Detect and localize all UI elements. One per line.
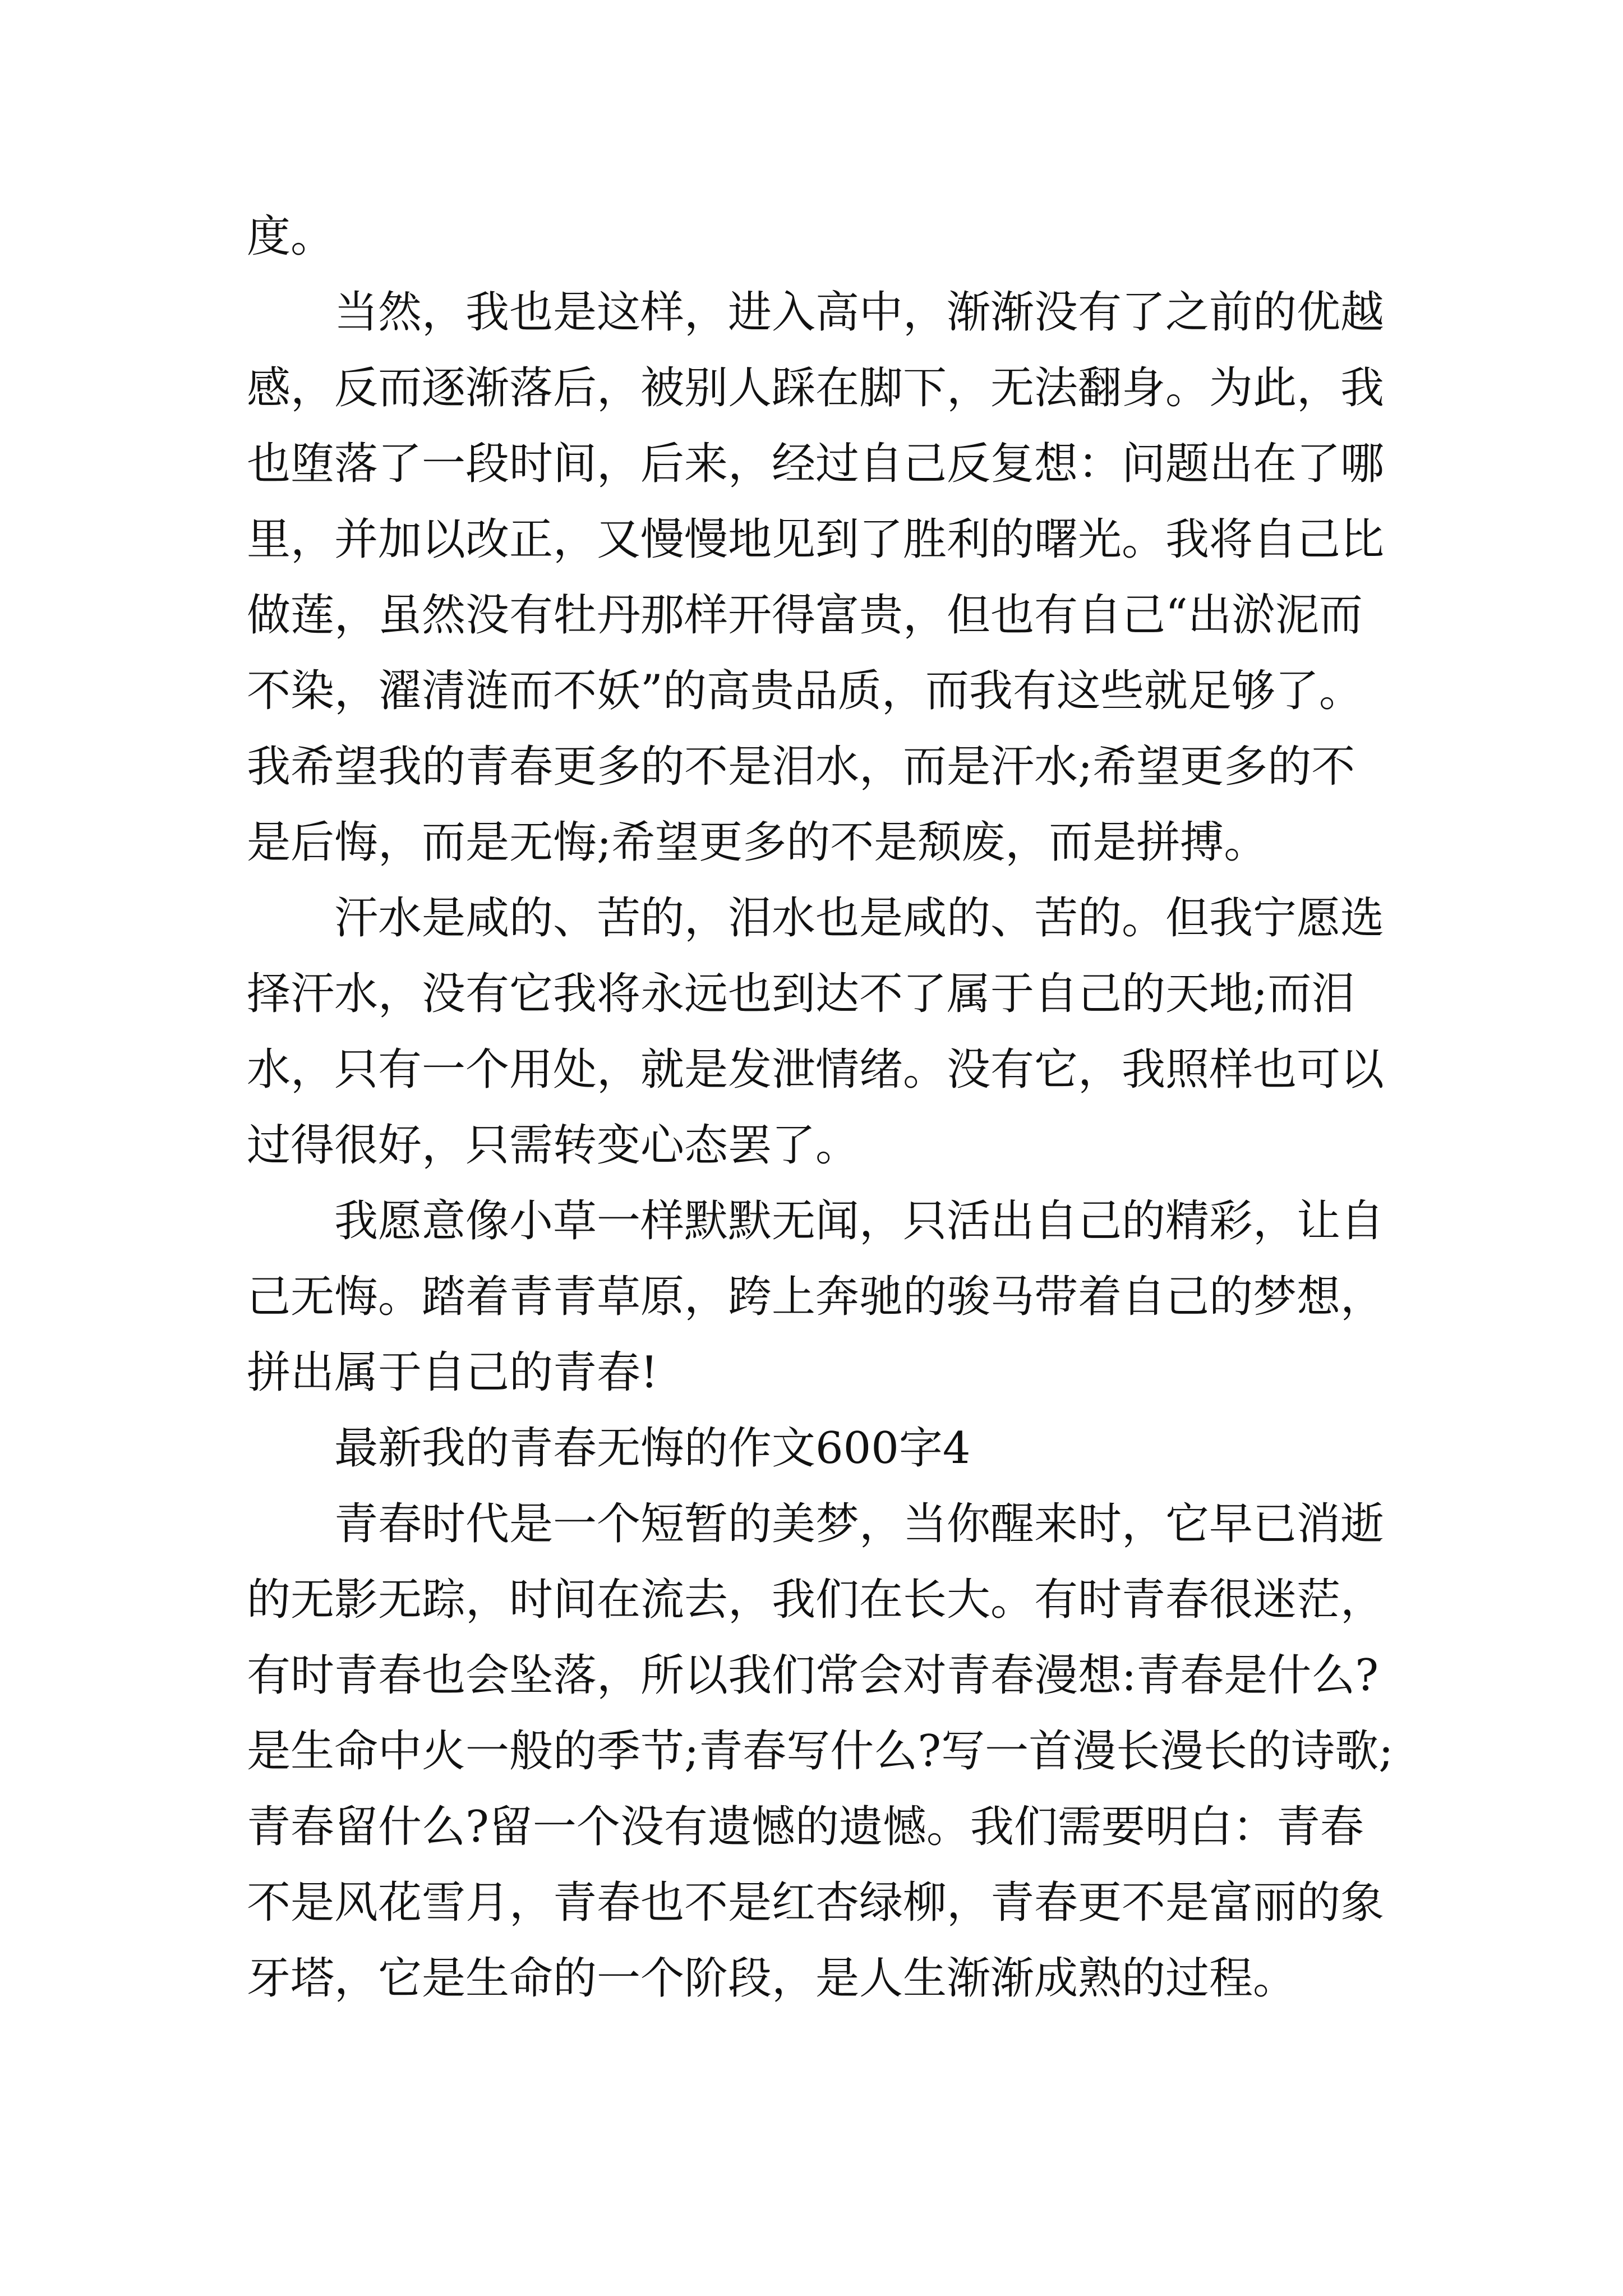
text-line-20: 有时青春也会坠落，所以我们常会对青春漫想:青春是什么? (247, 1650, 1379, 1701)
text-line-16: 拼出属于自己的青春! (247, 1347, 658, 1398)
essay-body (247, 199, 1394, 2017)
text-line-21: 是生命中火一般的季节;青春写什么?写一首漫长漫长的诗歌; (247, 1726, 1394, 1777)
paragraph-start-line: 当然，我也是这样，进入高中，渐渐没有了之前的优越 (334, 287, 1385, 338)
text-line-15: 己无悔。踏着青青草原，跨上奔驰的骏马带着自己的梦想， (247, 1272, 1385, 1322)
text-line-8: 我希望我的青春更多的不是泪水，而是汗水;希望更多的不 (247, 742, 1355, 792)
paragraph-start-line: 汗水是咸的、苦的，泪水也是咸的、苦的。但我宁愿选 (334, 893, 1385, 944)
section-heading: 最新我的青春无悔的作文600字4 (334, 1423, 971, 1474)
text-line-6: 做莲，虽然没有牡丹那样开得富贵，但也有自己“出淤泥而 (247, 590, 1363, 641)
text-line-23: 不是风花雪月，青春也不是红杏绿柳，青春更不是富丽的象 (247, 1878, 1385, 1928)
text-line-13: 过得很好，只需转变心态罢了。 (247, 1120, 860, 1171)
text-line-1: 度。 (247, 211, 335, 262)
text-line-24: 牙塔，它是生命的一个阶段，是人生渐渐成熟的过程。 (247, 1953, 1297, 2004)
text-line-12: 水，只有一个用处，就是发泄情绪。没有它，我照样也可以 (247, 1045, 1385, 1095)
text-line-5: 里，并加以改正，又慢慢地见到了胜利的曙光。我将自己比 (247, 514, 1385, 565)
paragraph-start-line: 我愿意像小草一样默默无闻，只活出自己的精彩，让自 (334, 1196, 1385, 1246)
text-line-9: 是后悔，而是无悔;希望更多的不是颓废，而是拼搏。 (247, 817, 1268, 868)
text-line-7: 不染，濯清涟而不妖”的高贵品质，而我有这些就足够了。 (247, 666, 1363, 716)
text-line-4: 也堕落了一段时间，后来，经过自己反复想：问题出在了哪 (247, 439, 1385, 489)
text-line-3: 感，反而逐渐落后，被别人踩在脚下，无法翻身。为此，我 (247, 363, 1385, 413)
paragraph-start-line: 青春时代是一个短暂的美梦，当你醒来时，它早已消逝 (334, 1499, 1385, 1549)
text-line-22: 青春留什么?留一个没有遗憾的遗憾。我们需要明白：青春 (247, 1802, 1364, 1852)
text-line-11: 择汗水，没有它我将永远也到达不了属于自己的天地;而泪 (247, 969, 1355, 1019)
text-line-19: 的无影无踪，时间在流去，我们在长大。有时青春很迷茫， (247, 1575, 1385, 1625)
